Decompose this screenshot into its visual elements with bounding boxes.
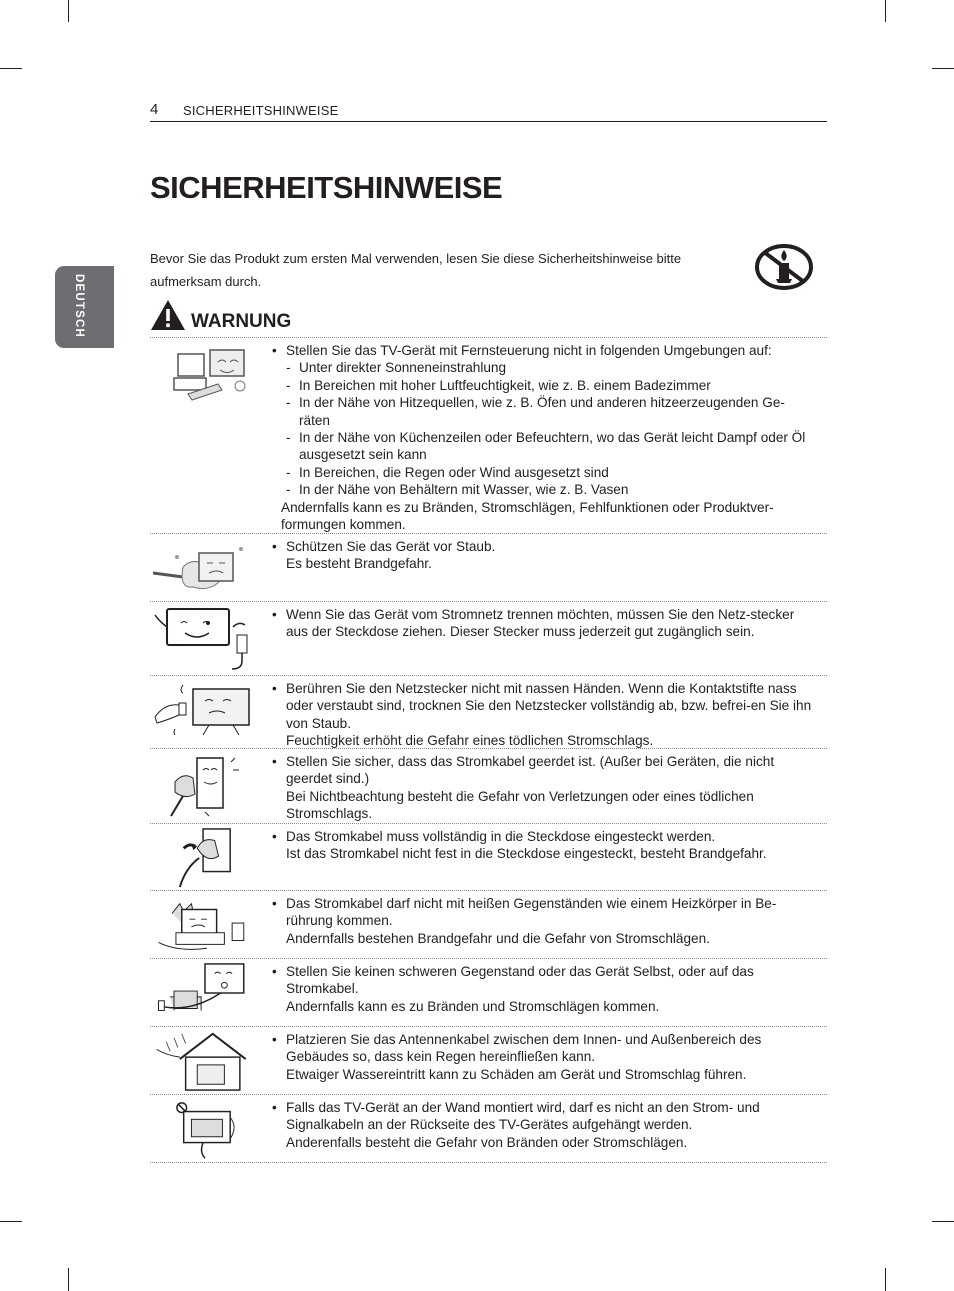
safety-item (150, 601, 827, 675)
header-rule (150, 121, 827, 122)
sub-item: - Unter direkter Sonneneinstrahlung (272, 359, 812, 376)
hot-object-illustration (153, 894, 257, 956)
bullet-text: • Stellen Sie sicher, dass das Stromkabel geerdet ist. (Außer bei Geräten, die nicht geerdet sind.) (272, 753, 812, 788)
safety-item-text (272, 342, 812, 533)
safety-item-text (272, 1031, 812, 1083)
crop-mark (68, 1268, 69, 1291)
bullet-text: • Wenn Sie das Gerät vom Stromnetz trennen möchten, müssen Sie den Netz-stecker aus der Steckdose ziehen. Dieser Stecker muss jederzeit gut zugänglich sein. (272, 606, 812, 641)
wall-mount-cable-illustration (153, 1098, 257, 1160)
crop-mark (932, 1221, 954, 1222)
consequence-text: Andernfalls bestehen Brandgefahr und die Gefahr von Stromschlägen. (286, 930, 710, 946)
crop-mark (932, 68, 954, 69)
page-title: SICHERHEITSHINWEISE (150, 170, 503, 205)
sub-item: - In Bereichen, die Regen oder Wind ausgesetzt sind (272, 464, 812, 481)
bullet-text: • Falls das TV-Gerät an der Wand montiert wird, darf es nicht an den Strom- und Signalkabeln an der Rückseite des TV-Gerätes aufgehängt werden. (272, 1099, 812, 1134)
safety-item (150, 1026, 827, 1094)
heavy-object-on-cable-illustration (153, 962, 257, 1024)
safety-item (150, 823, 827, 890)
bullet-text: • Platzieren Sie das Antennenkabel zwischen dem Innen- und Außenbereich des Gebäudes so, dass kein Regen hereinfließen kann. (272, 1031, 812, 1066)
dust-illustration (153, 537, 257, 597)
wet-hands-illustration (153, 679, 257, 745)
sub-item: - In der Nähe von Hitzequellen, wie z. B. Öfen und anderen hitzeerzeugenden Ge-räten (272, 394, 812, 429)
sub-item: - In Bereichen mit hoher Luftfeuchtigkeit, wie z. B. einem Badezimmer (272, 377, 812, 394)
tv-environment-illustration (158, 342, 262, 412)
intro-text: Bevor Sie das Produkt zum ersten Mal verwenden, lesen Sie diese Sicherheitshinweise bitte aufmerksam durch. (150, 251, 682, 289)
page-number: 4 (150, 101, 159, 118)
safety-item-text (272, 828, 812, 863)
bullet-text: • Berühren Sie den Netzstecker nicht mit nassen Händen. Wenn die Kontaktstifte nass oder verstaubt sind, trocknen Sie den Netzstecker vollständig ab, bzw. befrei-en Sie ihn von Staub. (272, 680, 812, 732)
crop-mark (885, 1268, 886, 1291)
consequence-text: Es besteht Brandgefahr. (286, 556, 432, 572)
crop-mark (0, 1221, 22, 1222)
bullet-text: • Das Stromkabel muss vollständig in die Steckdose eingesteckt werden. (272, 828, 812, 845)
sub-item: - In der Nähe von Behältern mit Wasser, wie z. B. Vasen (272, 481, 812, 498)
consequence-text: Feuchtigkeit erhöht die Gefahr eines tödlichen Stromschlags. (286, 733, 654, 749)
crop-mark (885, 0, 886, 22)
warning-label: WARNUNG (191, 311, 292, 332)
safety-item (150, 748, 827, 823)
consequence-text: Etwaiger Wassereintritt kann zu Schäden am Gerät und Stromschlag führen. (286, 1066, 747, 1082)
safety-item-text (272, 606, 812, 641)
consequence-text: Andernfalls kann es zu Bränden, Stromschlägen, Fehlfunktionen oder Produktver-formungen kommen. (281, 499, 774, 533)
bullet-text: • Stellen Sie das TV-Gerät mit Fernsteuerung nicht in folgenden Umgebungen auf: (272, 342, 812, 359)
safety-item (150, 337, 827, 533)
no-open-flame-icon (754, 241, 814, 291)
grounded-plug-illustration (153, 752, 257, 820)
language-tab (55, 266, 114, 348)
antenna-rain-illustration (153, 1030, 257, 1092)
safety-item-text (272, 963, 812, 1015)
safety-item (150, 890, 827, 958)
safety-item-text (272, 1099, 812, 1151)
consequence-text: Andernfalls kann es zu Bränden und Stromschlägen kommen. (286, 998, 660, 1014)
consequence-text: Anderenfalls besteht die Gefahr von Bränden oder Stromschlägen. (286, 1134, 688, 1150)
safety-item-text (272, 538, 812, 573)
bullet-text: • Das Stromkabel darf nicht mit heißen Gegenständen wie einem Heizkörper in Be-rührung kommen. (272, 895, 812, 930)
running-header: SICHERHEITSHINWEISE (183, 103, 339, 118)
crop-mark (0, 68, 22, 69)
safety-item-text (272, 680, 812, 750)
warning-triangle-icon (150, 299, 186, 331)
safety-item (150, 675, 827, 748)
bullet-text: • Stellen Sie keinen schweren Gegenstand oder das Gerät Selbst, oder auf das Stromkabel. (272, 963, 812, 998)
sub-item: - In der Nähe von Küchenzeilen oder Befeuchtern, wo das Gerät leicht Dampf oder Öl ausgesetzt sein kann (272, 429, 812, 464)
safety-item (150, 1094, 827, 1163)
consequence-text: Bei Nichtbeachtung besteht die Gefahr von Verletzungen oder eines tödlichen Stromschlags. (286, 788, 754, 822)
plug-fully-inserted-illustration (153, 827, 257, 889)
language-tab-label: DEUTSCH (73, 274, 85, 338)
crop-mark (68, 0, 69, 22)
safety-item-text (272, 895, 812, 947)
safety-item-text (272, 753, 812, 823)
consequence-text: Ist das Stromkabel nicht fest in die Steckdose eingesteckt, besteht Brandgefahr. (286, 846, 767, 862)
safety-item (150, 958, 827, 1026)
unplug-illustration (153, 605, 257, 673)
bullet-text: • Schützen Sie das Gerät vor Staub. (272, 538, 812, 555)
safety-item (150, 533, 827, 601)
